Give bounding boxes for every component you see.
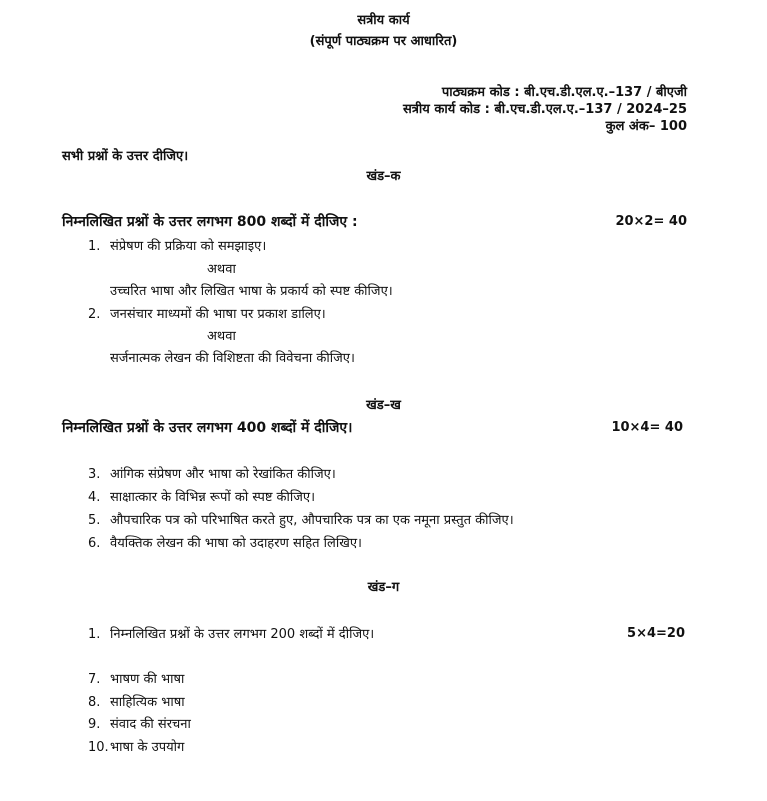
- question-4: [88, 487, 315, 505]
- question-9: [88, 714, 191, 732]
- question-5-number: 5.: [88, 513, 101, 528]
- question-7-number: 7.: [88, 672, 101, 687]
- question-8-number: 8.: [88, 695, 101, 710]
- question-3-text: आंगिक संप्रेषण और भाषा को रेखांकित कीजिए।: [110, 467, 336, 482]
- question-1-text: संप्रेषण की प्रक्रिया को समझाइए।: [110, 239, 267, 254]
- question-3: [88, 464, 336, 482]
- question-7-text: भाषण की भाषा: [110, 672, 185, 687]
- question-7: [88, 669, 184, 687]
- question-1-number: 1.: [88, 239, 101, 254]
- question-8: [88, 692, 185, 710]
- question-2-number: 2.: [88, 307, 101, 322]
- section-c-instruction-number: 1.: [88, 627, 101, 642]
- section-b-instruction: निम्नलिखित प्रश्नों के उत्तर लगभग 400 शब्दों में दीजिए।: [62, 420, 353, 436]
- question-1-alternative: उच्चरित भाषा और लिखित भाषा के प्रकार्य को स्पष्ट कीजिए।: [110, 284, 393, 299]
- question-5: [88, 510, 514, 528]
- document-subtitle: (संपूर्ण पाठ्यक्रम पर आधारित): [309, 34, 458, 49]
- question-10-text: भाषा के उपयोग: [110, 740, 185, 755]
- or-label-2: अथवा: [207, 329, 236, 344]
- section-a-title: खंड–क: [366, 169, 401, 184]
- total-marks: कुल अंक– 100: [605, 119, 687, 134]
- question-2-alternative: सर्जनात्मक लेखन की विशिष्टता की विवेचना कीजिए।: [110, 351, 355, 366]
- question-6-text: वैयक्तिक लेखन की भाषा को उदाहरण सहित लिखिए।: [110, 536, 362, 551]
- assignment-code: सत्रीय कार्य कोड : बी.एच.डी.एल.ए.–137 / 2024–25: [402, 102, 687, 117]
- section-c-instruction-text: निम्नलिखित प्रश्नों के उत्तर लगभग 200 शब्दों में दीजिए।: [110, 627, 375, 642]
- question-8-text: साहित्यिक भाषा: [110, 695, 185, 710]
- section-a-instruction: निम्नलिखित प्रश्नों के उत्तर लगभग 800 शब्दों में दीजिए :: [62, 214, 358, 230]
- question-2-text: जनसंचार माध्यमों की भाषा पर प्रकाश डालिए।: [110, 307, 326, 322]
- section-c-title: खंड–ग: [367, 580, 400, 595]
- or-label-1: अथवा: [207, 262, 236, 277]
- question-10-number: 10.: [88, 740, 109, 755]
- document-title: सत्रीय कार्य: [357, 13, 410, 28]
- question-6: [88, 533, 362, 551]
- question-10: [88, 737, 184, 755]
- question-9-text: संवाद की संरचना: [110, 717, 191, 732]
- section-a-marks: 20×2= 40: [615, 214, 687, 229]
- section-b-marks: 10×4= 40: [611, 420, 683, 435]
- section-c-instruction: [88, 624, 374, 642]
- question-4-number: 4.: [88, 490, 101, 505]
- question-5-text: औपचारिक पत्र को परिभाषित करते हुए, औपचारिक पत्र का एक नमूना प्रस्तुत कीजिए।: [110, 513, 514, 528]
- question-6-number: 6.: [88, 536, 101, 551]
- question-4-text: साक्षात्कार के विभिन्न रूपों को स्पष्ट कीजिए।: [110, 490, 316, 505]
- question-2: [88, 304, 326, 322]
- section-b-title: खंड–ख: [366, 398, 401, 413]
- question-1: [88, 236, 266, 254]
- question-3-number: 3.: [88, 467, 101, 482]
- question-9-number: 9.: [88, 717, 101, 732]
- course-code: पाठ्यक्रम कोड : बी.एच.डी.एल.ए.–137 / बीएजी: [441, 85, 687, 100]
- general-instruction: सभी प्रश्नों के उत्तर दीजिए।: [62, 149, 189, 164]
- section-c-marks: 5×4=20: [627, 626, 685, 641]
